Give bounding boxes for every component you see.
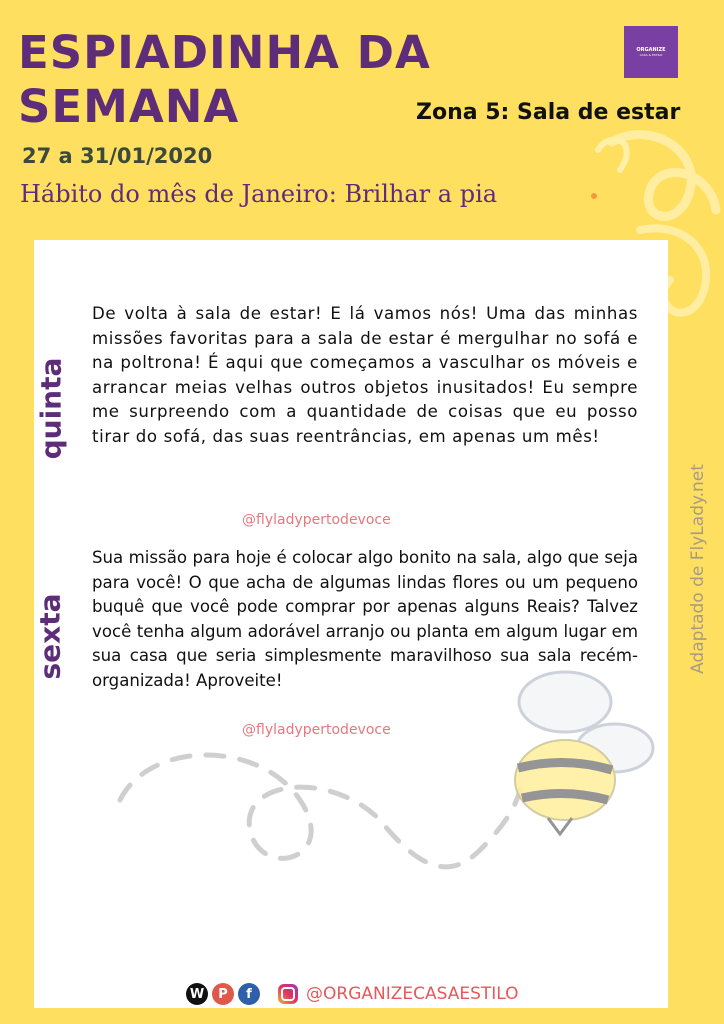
side-credit: Adaptado de FlyLady.net [688,464,708,674]
brand-logo [624,26,678,78]
page-title [18,26,431,134]
pinterest-icon[interactable]: P [212,983,234,1005]
instagram-icon[interactable] [278,984,298,1004]
friday-handle: @flyladypertodevoce [242,722,391,738]
title-line-1: ESPIADINHA DA [18,26,431,79]
thursday-handle: @flyladypertodevoce [242,512,391,528]
day-label-friday: sexta [33,593,67,680]
wordpress-icon[interactable]: W [186,983,208,1005]
date-range: 27 a 31/01/2020 [22,144,213,168]
day-label-thursday: quinta [34,357,68,460]
zone-label: Zona 5: Sala de estar [416,100,681,125]
logo-text: ORGANIZE [636,47,666,53]
logo-subtext: CASA & ESTILO [639,53,663,57]
thursday-text: De volta à sala de estar! E lá vamos nós! Uma das minhas missões favoritas para a sala de estar é mergulhar no sofá e na poltrona! É aqui que começamos a vasculhar os móveis e arrancar meias velhas outros objetos inusitados! Eu sempre me surpreendo com a quantidade de coisas que eu posso tirar do sofá, das suas reentrâncias, em apenas um mês! [92,304,638,446]
monthly-habit: Hábito do mês de Janeiro: Brilhar a pia [20,180,498,208]
title-line-2: SEMANA [18,80,240,133]
footer-handle[interactable]: @ORGANIZECASAESTILO [306,984,519,1004]
footer-social [186,980,519,1008]
facebook-icon[interactable]: f [238,983,260,1005]
friday-text: Sua missão para hoje é colocar algo bonito na sala, algo que seja para você! O que acha de algumas lindas flores ou um pequeno buquê que você pode comprar por apenas alguns Reais? Talvez você tenha algum adorável arranjo ou planta em algum lugar em sua casa que seria simplesmente maravilhoso sua sala recém-organizada! Aproveite! [92,548,638,690]
